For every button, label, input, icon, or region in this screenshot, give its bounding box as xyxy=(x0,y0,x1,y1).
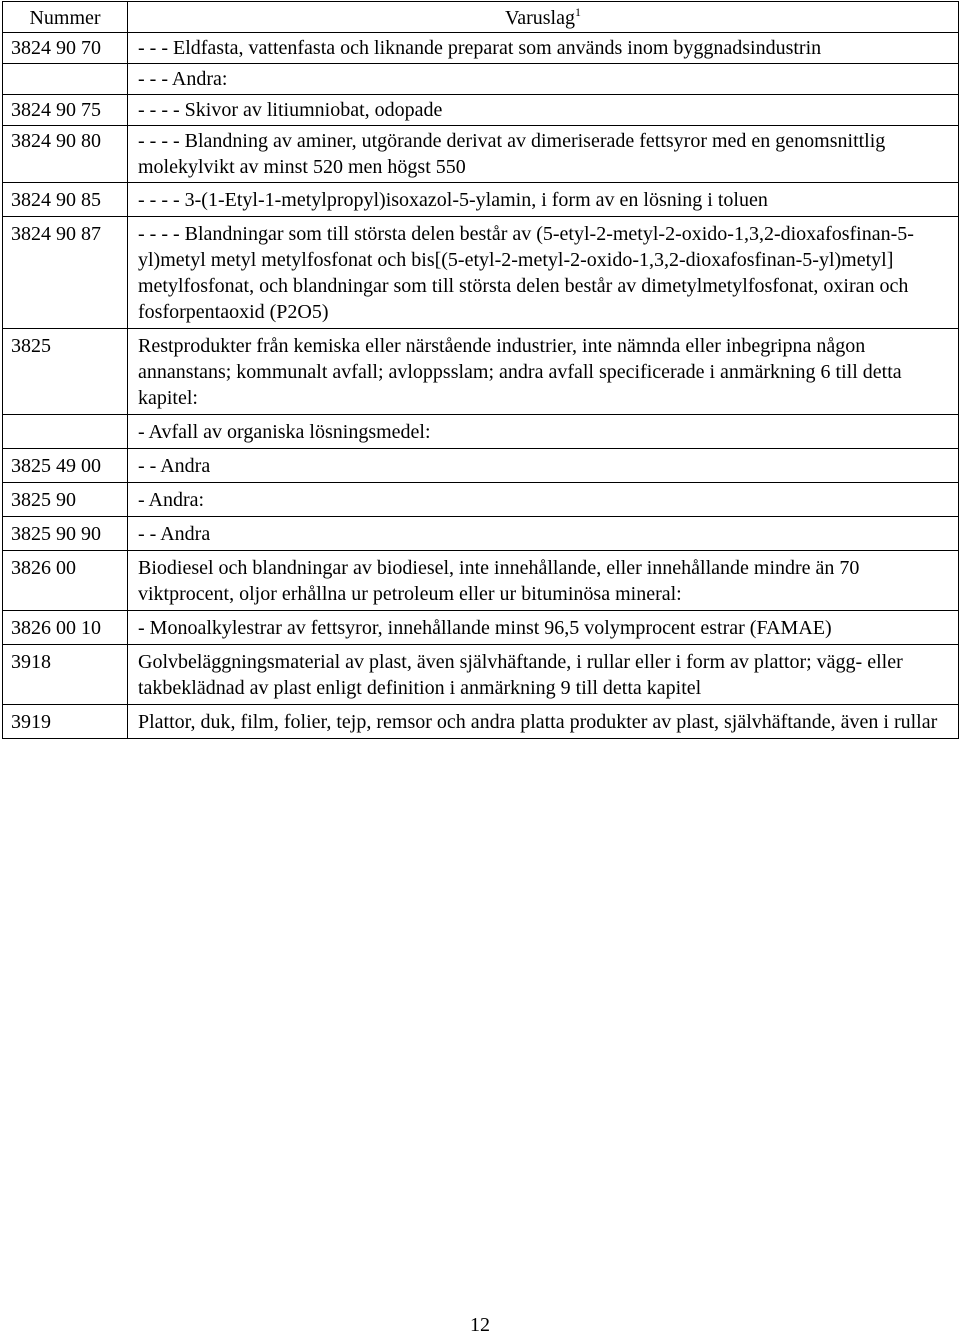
table-row xyxy=(3,415,959,449)
row-number xyxy=(3,64,128,95)
row-number: 3826 00 xyxy=(3,551,128,611)
column-header-description-label: Varuslag xyxy=(505,7,575,29)
row-number: 3825 xyxy=(3,329,128,415)
table-row xyxy=(3,483,959,517)
table-row xyxy=(3,64,959,95)
row-description: - - - Andra: xyxy=(128,64,959,95)
table-body xyxy=(3,33,959,739)
row-description: Golvbeläggningsmaterial av plast, även självhäftande, i rullar eller i form av plattor; vägg- eller takbeklädnad av plast enligt definition i anmärkning 9 till detta kapitel xyxy=(128,645,959,705)
row-number: 3826 00 10 xyxy=(3,611,128,645)
table-row xyxy=(3,611,959,645)
table-row xyxy=(3,645,959,705)
row-number: 3825 90 xyxy=(3,483,128,517)
row-description: - - Andra xyxy=(128,517,959,551)
row-description: - Monoalkylestrar av fettsyror, innehållande minst 96,5 volymprocent estrar (FAMAE) xyxy=(128,611,959,645)
column-header-number: Nummer xyxy=(3,2,128,33)
row-description: Plattor, duk, film, folier, tejp, remsor och andra platta produkter av plast, självhäftande, även i rullar xyxy=(128,705,959,739)
row-description: - - - - Blandningar som till största delen består av (5-etyl-2-metyl-2-oxido-1,3,2-dioxafosfinan-5-yl)metyl metyl metylfosfonat och bis[(5-etyl-2-metyl-2-oxido-1,3,2-dioxafosfinan-5-yl)metyl] metylfosfonat, och blandningar som till största delen består av dimetylmetylfosfonat, oxiran och fosforpentaoxid (P2O5) xyxy=(128,217,959,329)
tariff-table xyxy=(2,1,959,739)
row-description: - - - - Skivor av litiumniobat, odopade xyxy=(128,95,959,126)
row-number: 3825 90 90 xyxy=(3,517,128,551)
row-description: - Andra: xyxy=(128,483,959,517)
row-number: 3824 90 85 xyxy=(3,183,128,217)
row-description: - - - - 3-(1-Etyl-1-metylpropyl)isoxazol-5-ylamin, i form av en lösning i toluen xyxy=(128,183,959,217)
row-number: 3824 90 80 xyxy=(3,126,128,183)
page-number: 12 xyxy=(470,1314,490,1336)
table-row xyxy=(3,217,959,329)
row-description: - Avfall av organiska lösningsmedel: xyxy=(128,415,959,449)
table-header-row xyxy=(3,2,959,33)
row-number: 3824 90 75 xyxy=(3,95,128,126)
table-row xyxy=(3,33,959,64)
row-number: 3824 90 87 xyxy=(3,217,128,329)
table-row xyxy=(3,329,959,415)
row-description: Biodiesel och blandningar av biodiesel, inte innehållande, eller innehållande mindre än 70 viktprocent, oljor erhållna ur petroleum eller ur bituminösa mineral: xyxy=(128,551,959,611)
row-number xyxy=(3,415,128,449)
row-description: - - - Eldfasta, vattenfasta och liknande preparat som används inom byggnadsindustrin xyxy=(128,33,959,64)
row-number: 3919 xyxy=(3,705,128,739)
row-description: - - Andra xyxy=(128,449,959,483)
table-row xyxy=(3,449,959,483)
table-row xyxy=(3,183,959,217)
row-description: Restprodukter från kemiska eller närstående industrier, inte nämnda eller inbegripna någon annanstans; kommunalt avfall; avloppsslam; andra avfall specificerade i anmärkning 6 till detta kapitel: xyxy=(128,329,959,415)
table-row xyxy=(3,126,959,183)
row-number: 3824 90 70 xyxy=(3,33,128,64)
table-row xyxy=(3,95,959,126)
row-number: 3825 49 00 xyxy=(3,449,128,483)
row-number: 3918 xyxy=(3,645,128,705)
footnote-marker: 1 xyxy=(574,5,581,19)
table-row xyxy=(3,517,959,551)
table-row xyxy=(3,705,959,739)
row-description: - - - - Blandning av aminer, utgörande derivat av dimeriserade fettsyror med en genomsnittlig molekylvikt av minst 520 men högst 550 xyxy=(128,126,959,183)
table-row xyxy=(3,551,959,611)
column-header-description xyxy=(128,2,959,33)
